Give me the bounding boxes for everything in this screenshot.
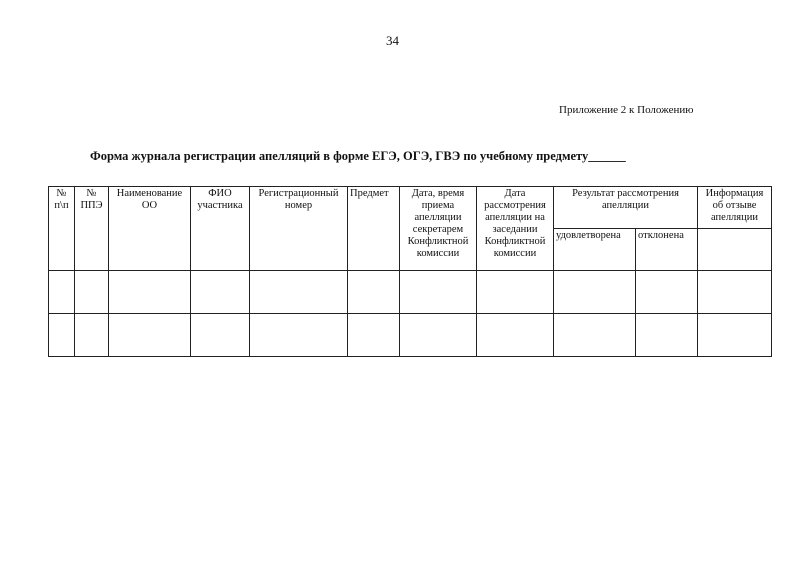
table-cell	[75, 314, 109, 357]
table-cell	[400, 271, 477, 314]
header-ppe-number: № ППЭ	[75, 187, 109, 271]
table-cell	[75, 271, 109, 314]
table-cell	[250, 271, 348, 314]
table-cell	[400, 314, 477, 357]
table-row	[49, 271, 772, 314]
table-row	[49, 314, 772, 357]
header-row	[49, 187, 772, 229]
table-cell	[49, 271, 75, 314]
table-cell	[698, 314, 772, 357]
header-school-name: Наименование ОО	[109, 187, 191, 271]
table-cell	[49, 314, 75, 357]
table-cell	[348, 271, 400, 314]
page-number: 34	[386, 33, 399, 48]
table-cell	[477, 271, 554, 314]
table-cell	[636, 271, 698, 314]
header-subject: Предмет	[348, 187, 400, 271]
header-participant-name: ФИО участника	[191, 187, 250, 271]
subheader-rejected: отклонена	[636, 229, 698, 271]
table-cell	[554, 271, 636, 314]
table-cell	[191, 314, 250, 357]
header-date-reviewed: Дата рассмотрения апелляции на заседании Конфликтной комиссии	[477, 187, 554, 271]
table-cell	[109, 271, 191, 314]
table-cell	[477, 314, 554, 357]
header-withdrawal-info: Информация об отзыве апелляции	[698, 187, 772, 229]
table-cell	[348, 314, 400, 357]
subheader-approved: удовлетворена	[554, 229, 636, 271]
header-row-number: № п\п	[49, 187, 75, 271]
table-cell	[636, 314, 698, 357]
table-cell	[191, 271, 250, 314]
header-date-received: Дата, время приема апелляции секретарем Конфликтной комиссии	[400, 187, 477, 271]
table-cell	[554, 314, 636, 357]
subheader-withdrawal-empty	[698, 229, 772, 271]
table-cell	[109, 314, 191, 357]
header-registration-number: Регистрационный номер	[250, 187, 348, 271]
table-cell	[250, 314, 348, 357]
header-review-result: Результат рассмотрения апелляции	[554, 187, 698, 229]
table-cell	[698, 271, 772, 314]
appendix-note: Приложение 2 к Положению	[559, 104, 694, 116]
appeals-journal-table	[48, 186, 772, 357]
form-title: Форма журнала регистрации апелляций в форме ЕГЭ, ОГЭ, ГВЭ по учебному предмету______	[90, 149, 626, 163]
